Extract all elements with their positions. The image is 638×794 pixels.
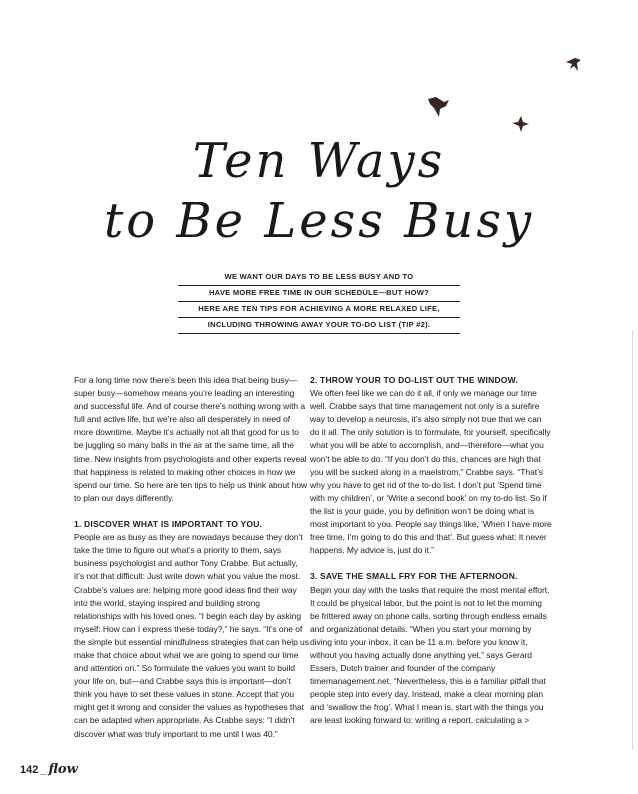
- intro-line: HERE ARE TEN TIPS FOR ACHIEVING A MORE RELAXED LIFE,: [178, 302, 460, 318]
- tip-3-body: Begin your day with the tasks that require the most mental effort. It could be physical labor, but the point is not to let the morning be frittered away on phone calls, sorting through endless emails and organizational details. “When you start your morning by diving into your inbox, it can be 11 a.m. before you know it, without you having actually done anything yet,” says Gerard Essers, Dutch trainer and founder of the company timemanagement.net. “Nevertheless, this is a familiar pitfall that people step into every day. Instead, make a clear morning plan and ‘swallow the frog’. What I mean is, start with the things you are least looking forward to: writing a report, calculating a >: [310, 584, 550, 726]
- intro-line: WE WANT OUR DAYS TO BE LESS BUSY AND TO: [178, 270, 460, 286]
- tip-3-heading: 3. SAVE THE SMALL FRY FOR THE AFTERNOON.: [310, 571, 518, 582]
- page-edge-divider: [632, 330, 633, 750]
- bird-icon: [512, 116, 529, 132]
- intro-line: INCLUDING THROWING AWAY YOUR TO-DO LIST (TIP #2).: [178, 318, 460, 334]
- intro-standfirst: [178, 270, 460, 334]
- page-title-line-2: to Be Less Busy: [103, 193, 535, 249]
- right-column: [310, 374, 553, 741]
- tip-2-heading: 2. THROW YOUR TO DO-LIST OUT THE WINDOW.: [310, 375, 518, 385]
- brand-logo: flow: [48, 762, 78, 777]
- intro-paragraph: For a long time now there’s been this idea that being busy—super busy—somehow means you’re leading an interesting and successful life. And of course there’s nothing wrong with a full and active life, but we’re also all desperately in need of more downtime. Maybe it’s actually not all that good for us to be juggling so many balls in the air at the same time, all the time. New insights from psychologists and other experts reveal that happiness is related to making other choices in how we spend our time. So here are ten tips to help us think about how to plan our days differently.: [74, 375, 308, 503]
- intro-line: HAVE MORE FREE TIME IN OUR SCHEDULE—BUT HOW?: [178, 286, 460, 302]
- bird-icon: [428, 97, 449, 117]
- footer-separator: _: [40, 764, 47, 776]
- page-number: 142: [20, 764, 39, 776]
- page-footer: [20, 762, 78, 777]
- tip-1-heading: 1. DISCOVER WHAT IS IMPORTANT TO YOU.: [74, 519, 263, 530]
- bird-icon: [566, 58, 581, 71]
- tip-2-body: We often feel like we can do it all, if only we manage our time well. Crabbe says that time management not only is a surefire way to develop a neurosis, it’s also simply not true that we can do it all. The only solution is to formulate, for yourself, specifically what you will be able to accomplish, and—therefore—what you won’t be able to do. “If you don’t do this, chances are high that you will be sucked along in a maelstrom,” Crabbe says. “That’s why you have to get rid of the to-do list. I don’t put ‘Spend time with my children’, or ‘Write a second book’ on my to-do list. So if the list is your guide, you by definition won’t be doing what is most important to you. People say things like, ‘When I have more free time, I’m going to do this and that’. But guess what: It never happens. My advice is, just do it.”: [310, 388, 552, 556]
- page-title-line-1: Ten Ways: [192, 133, 446, 189]
- left-column: [74, 374, 309, 754]
- tip-1-body: People are as busy as they are nowadays because they don’t take the time to figure out what’s a priority to them, says business psychologist and author Tony Crabbe. But actually, it’s not that difficult: Just write down what you value the most. Crabbe’s values are: helping more good ideas find their way into the world, staying inspired and building strong relationships with his loved ones. “I begin each day by asking myself: How can I express these today?,” he says. “It’s one of the simple but essential mindfulness strategies that can help us make that choice about what we are going to spend our time and attention on.” So formulate the values you want to build your life on, but—and Crabbe says this is important—don’t think you have to set these values in stone. Accept that you might get it wrong and consider the values as hypotheses that can be adapted when appropriate. As Crabbe says: “I didn’t discover what was truly important to me until I was 40.”: [74, 532, 309, 739]
